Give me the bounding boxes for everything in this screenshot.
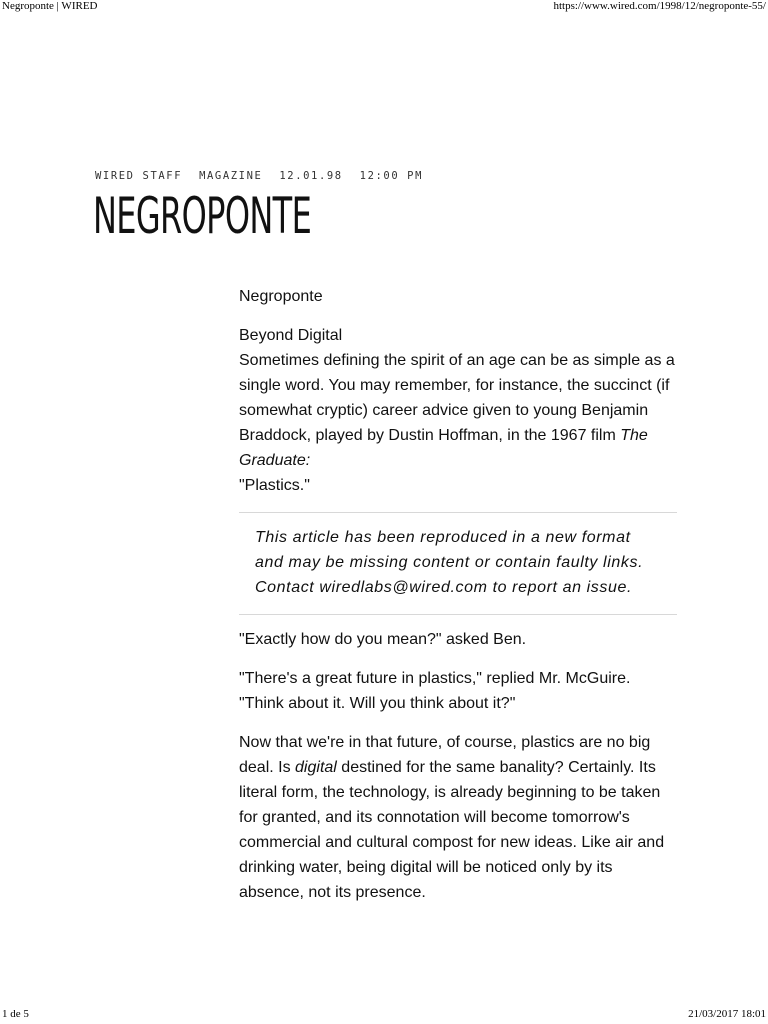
intro-text: Sometimes defining the spirit of an age can be as simple as a single word. You may remember, for instance, the succinct (if somewhat cryptic) career advice given to young Benjamin Braddock, played by Dustin Hoffman, in the 1967 film <box>239 352 675 444</box>
notice-text-before: This article has been reproduced in a new format and may be missing content or contain faulty links. Contact <box>255 529 644 596</box>
print-page-title: Negroponte | WIRED <box>2 0 98 12</box>
print-header <box>0 0 768 14</box>
article-kicker: Negroponte <box>239 288 323 305</box>
paragraph-3 <box>239 730 677 905</box>
author-link[interactable]: WIRED STAFF <box>95 170 183 182</box>
article-title: NEGROPONTE <box>93 187 312 245</box>
print-page-url[interactable]: https://www.wired.com/1998/12/negroponte-55/ <box>553 0 766 12</box>
article-subtitle: Beyond Digital <box>239 327 343 344</box>
article-body <box>239 284 677 919</box>
print-footer <box>0 1008 768 1022</box>
intro-paragraph <box>239 348 677 498</box>
emphasis-digital: digital <box>295 759 337 776</box>
paragraph-3-text-before: Now that we're in that future, of course, plastics are no big deal. Is <box>239 734 651 776</box>
publish-time: 12:00 PM <box>359 170 424 182</box>
notice-text-after: to report an issue. <box>487 579 633 596</box>
intro-quote: "Plastics." <box>239 477 310 494</box>
article-meta <box>95 170 432 182</box>
reproduction-notice <box>239 512 677 615</box>
section-link[interactable]: MAGAZINE <box>199 170 263 182</box>
publish-date: 12.01.98 <box>279 170 343 182</box>
paragraph-3-text-after: destined for the same banality? Certainly. Its literal form, the technology, is already beginning to be taken for granted, and its connotation will become tomorrow's commercial and cultural compost for new ideas. Like air and drinking water, being digital will be noticed only by its absence, not its presence. <box>239 759 665 901</box>
print-page-number: 1 de 5 <box>2 1008 29 1020</box>
paragraph-2: "There's a great future in plastics," replied Mr. McGuire. "Think about it. Will you think about it?" <box>239 670 631 712</box>
paragraph-1: "Exactly how do you mean?" asked Ben. <box>239 631 527 648</box>
film-title: The Graduate: <box>239 427 648 469</box>
print-datetime: 21/03/2017 18:01 <box>688 1008 766 1020</box>
contact-email-link[interactable]: wiredlabs@wired.com <box>319 579 488 596</box>
